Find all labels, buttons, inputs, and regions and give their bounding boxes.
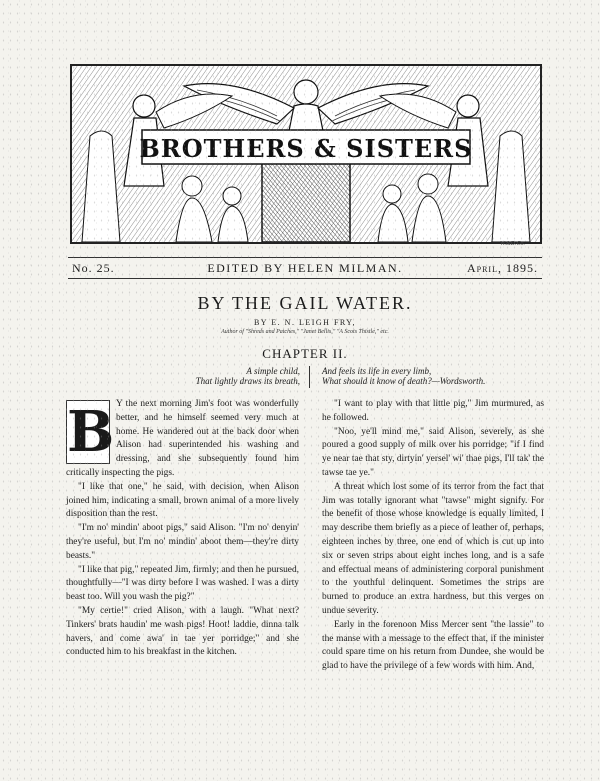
masthead-title: BROTHERS & SISTERS <box>139 134 473 163</box>
paragraph: "I like that one," he said, with decision, when Alison joined him, indicating a small, brown animal of a more lively disposition than the rest. <box>66 481 299 520</box>
paragraph: Y the next morning Jim's foot was wonderfully better, and he himself seemed very much at home. He wandered out at the back door when Alison had superintended his washing and dressing, and she subsequently found him critically inspecting the pigs. <box>66 399 299 478</box>
verse-line: And feels its life in every limb, <box>322 366 432 376</box>
text-column-right <box>322 398 544 674</box>
paragraph: Early in the forenoon Miss Mercer sent "the lassie" to the manse with a message to the effect that, if the minister could spare time on his return from Dundee, she would be glad to have the privilege of a few words with him. And, <box>322 619 544 672</box>
verse-line: That lightly draws its breath, <box>195 376 300 386</box>
article-byline: BY E. N. LEIGH FRY, <box>253 318 357 327</box>
central-angel-head <box>294 80 318 104</box>
paragraph: "Noo, ye'll mind me," said Alison, severely, as she poured a good supply of milk over his porridge; "if I find ye near tae that sty, dirtyin' yersel' wi' thae pigs, I'll tak' the tawse tae ye." <box>322 426 544 478</box>
issue-rule-bottom <box>68 278 542 279</box>
verse-right <box>322 366 562 386</box>
paragraph: "I'm no' mindin' aboot pigs," said Alison. "I'm no' denyin' they're useful, but I'm no' mindin' aboot them—they're dirty beasts." <box>66 523 299 561</box>
verse-attribution: Wordsworth. <box>439 376 486 386</box>
author-note: Author of "Shreds and Patches," "Janet Bellis," "A Scots Thistle," etc. <box>221 329 389 335</box>
issue-line <box>68 258 542 276</box>
verse-line <box>322 376 562 386</box>
paragraph: "I like that pig," repeated Jim, firmly; and then he pursued, thoughtfully—"I was dirty before I was washed. I was a dirty beast too. Will you wash the pig?" <box>66 564 299 603</box>
drop-cap: B <box>67 399 115 465</box>
engraver-mark: W.&D.Co. <box>500 241 525 247</box>
editor-credit: EDITED BY HELEN MILMAN. <box>207 261 403 275</box>
verse-line-text: What should it know of death?— <box>322 376 440 386</box>
paragraph: "I want to play with that little pig," Jim murmured, as he followed. <box>322 399 544 423</box>
paragraph: A threat which lost some of its terror from the fact that Jim was totally ignorant what "tawse" might signify. For the benefit of those whose knowledge is equally limited, I may describe them briefly as a piece of leather of, perhaps, eighteen inches by three, one end of which is cut up into six or seven strips about eight inches long, and is a safe and effectual means of administering corporal punishment to the youthful delinquent. Sometimes the strips are burned to produce an extra hardness, but this verges on undue severity. <box>322 481 544 616</box>
text-column-left <box>66 398 299 660</box>
issue-number: No. 25. <box>72 261 115 275</box>
chapter-heading: CHAPTER II. <box>262 346 348 361</box>
masthead-banner <box>70 64 542 244</box>
verse-left <box>150 366 300 386</box>
verse-divider <box>309 366 310 388</box>
paragraph: "My certie!" cried Alison, with a laugh. "What next? Tinkers' brats haudin' me wash pigs! Hoot! laddie, dinna talk havers, and come awa' in tae yer porridge;" and she conducted him to his breakfast in the kitchen. <box>66 605 299 658</box>
issue-date: April, 1895. <box>466 261 538 275</box>
masthead-illustration <box>72 66 540 242</box>
article-title: BY THE GAIL WATER. <box>197 293 413 313</box>
verse-line: A simple child, <box>246 366 300 376</box>
